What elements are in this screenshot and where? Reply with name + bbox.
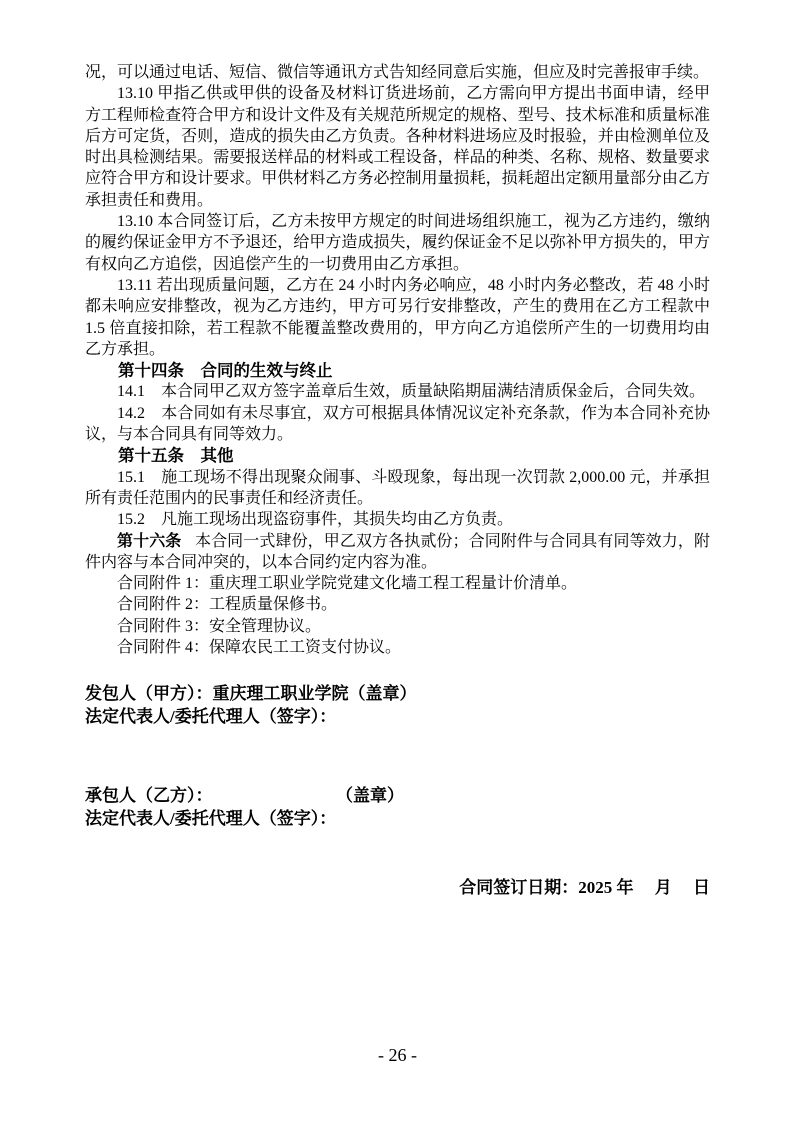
attachment-item-2: 合同附件 2：工程质量保修书。: [117, 596, 338, 614]
article-16-heading: 第十六条: [117, 532, 182, 550]
clause-13-10-materials: 13.10 甲指乙供或甲供的设备及材料订货进场前，乙方需向甲方提出书面申请，经甲方工程师检查符合甲方和设计文件及有关规范所规定的规格、型号、技术标准和质量标准后方可定货，否则，造成的损失由乙方负责。各种材料进场应及时报验，并由检测单位及时出具检测结果。需要报送样品的材料或工程设备，样品的种类、名称、规格、数量要求应符合甲方和设计要求。甲供材料乙方务必控制用量损耗，损耗超出定额用量部分由乙方承担责任和费用。: [85, 85, 710, 209]
party-b-line: [85, 784, 710, 807]
contract-signing-date-line: 合同签订日期：2025 年 月 日: [459, 878, 710, 898]
party-a-signature-block: [85, 682, 710, 728]
clause-15-2: 15.2 凡施工现场出现盗窃事件，其损失均由乙方负责。: [117, 511, 514, 529]
party-a-representative-line: 法定代表人/委托代理人（签字）：: [85, 707, 337, 727]
page-number: - 26 -: [378, 1045, 417, 1066]
article-14-heading: 第十四条 合同的生效与终止: [118, 361, 333, 381]
clause-15-1: 15.1 施工现场不得出现聚众闹事、斗殴现象，每出现一次罚款 2,000.00 元，并承担所有责任范围内的民事责任和经济责任。: [85, 468, 710, 507]
party-b-signature-block: [85, 784, 710, 830]
clause-16-text: 本合同一式肆份，甲乙双方各执贰份；合同附件与合同具有同等效力，附件内容与本合同冲突的，以本合同约定内容为准。: [85, 532, 710, 571]
clause-13-10-breach: 13.10 本合同签订后，乙方未按甲方规定的时间进场组织施工，视为乙方违约，缴纳的履约保证金甲方不予退还，给甲方造成损失，履约保证金不足以弥补甲方损失的，甲方有权向乙方追偿，因追偿产生的一切费用由乙方承担。: [85, 213, 710, 273]
clause-14-1: 14.1 本合同甲乙双方签字盖章后生效，质量缺陷期届满结清质保金后，合同失效。: [117, 383, 706, 401]
attachment-item-1: 合同附件 1：重庆理工职业学院党建文化墙工程工程量计价清单。: [117, 575, 578, 593]
clause-16-copies: [85, 531, 710, 574]
clause-13-9-continuation: 况，可以通过电话、短信、微信等通讯方式告知经同意后实施，但应及时完善报审手续。: [85, 64, 710, 81]
clause-14-2: 14.2 本合同如有未尽事宜，双方可根据具体情况议定补充条款，作为本合同补充协议，与本合同具有同等效力。: [85, 404, 710, 444]
attachment-item-4: 合同附件 4：保障农民工工资支付协议。: [117, 639, 402, 657]
party-a-line: 发包人（甲方）：重庆理工职业学院（盖章）: [85, 684, 417, 704]
party-b-representative-line: 法定代表人/委托代理人（签字）：: [85, 809, 337, 829]
party-b-stamp-label: （盖章）: [344, 786, 404, 806]
party-b-label: 承包人（乙方）：: [85, 786, 213, 806]
attachment-item-3: 合同附件 3：安全管理协议。: [117, 617, 322, 635]
clause-13-11-quality: 13.11 若出现质量问题，乙方在 24 小时内务必响应，48 小时内务必整改，若 48 小时都未响应安排整改，视为乙方违约，甲方可另行安排整改，产生的费用在乙方工程款中 1.5 倍直接扣除，若工程款不能覆盖整改费用的，甲方向乙方追偿所产生的一切费用均由乙方承担。: [85, 276, 710, 358]
article-15-heading: 第十五条 其他: [118, 446, 234, 466]
